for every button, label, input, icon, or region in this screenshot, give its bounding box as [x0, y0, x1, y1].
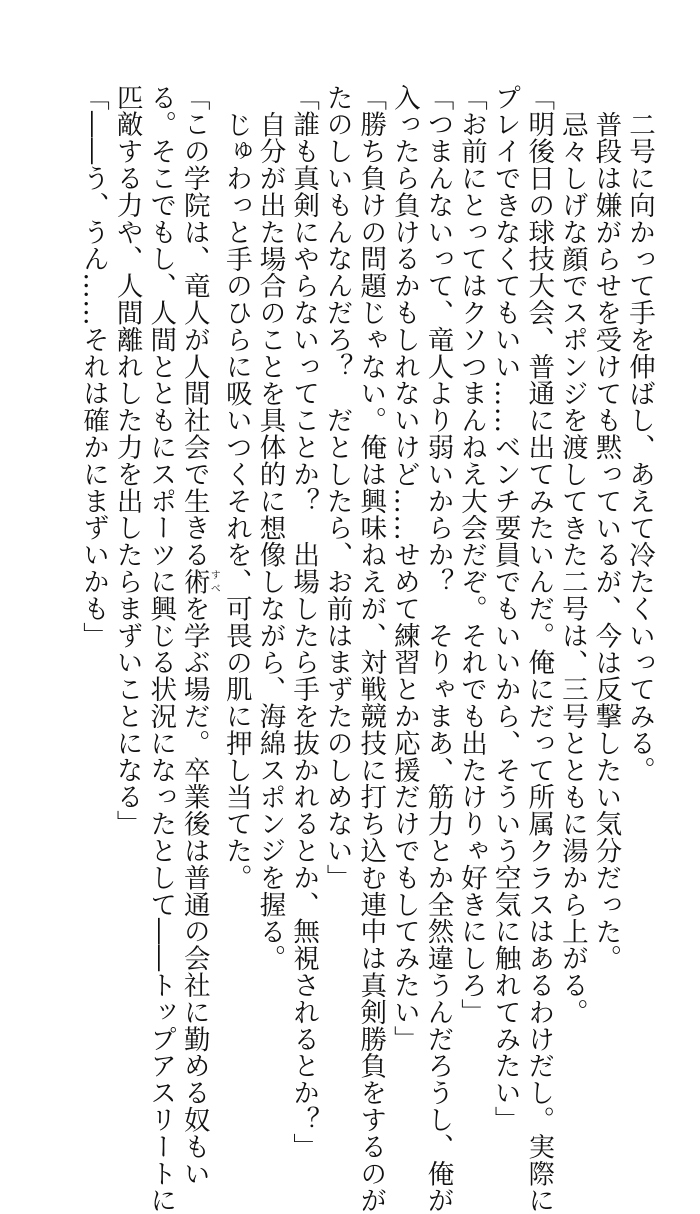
- text-line: 自分が出た場合のことを具体的に想像しながら、海綿スポンジを握る。: [254, 110, 286, 972]
- text-line: 二号に向かって手を伸ばし、あえて冷たくいってみる。: [624, 110, 655, 783]
- text-line: る。そこでもし、人間とともにスポーツに興じる状況になったとして――トップアスリートに: [145, 84, 177, 1214]
- text-line: 匹敵する力や、人間離れした力を出したらまずいことになる」: [111, 84, 143, 838]
- dialogue-line: 「勝ち負けの問題じゃない。俺は興味ねえが、対戦競技に打ち込む連中は真剣勝負をするのが: [355, 84, 387, 1214]
- dialogue-line: 「誰も真剣にやらないってことか？ 出場したら手を抜かれるとか、無視されるとか？」: [288, 84, 320, 1160]
- dialogue-line: 「――う、うん……それは確かにまずいかも」: [78, 84, 109, 649]
- text-line: 普段は嫌がらせを受けても黙っているが、今は反撃したい気分だった。: [590, 110, 622, 972]
- ruby-annotation: 術すべ: [178, 568, 220, 596]
- text-line: じゅわっと手のひらに吸いつくそれを、可畏の肌に押し当てた。: [220, 110, 252, 891]
- text-line: 忌々しげな顔でスポンジを渡してきた二号は、三号とともに湯から上がる。: [556, 110, 588, 1026]
- dialogue-line: 「明後日の球技大会、普通に出てみたいんだ。俺にだって所属クラスはあるわけだし。実際に: [523, 84, 555, 1214]
- text-line: 入ったら負けるかもしれないけど……せめて練習とか応援だけでもしてみたい」: [388, 84, 420, 1053]
- dialogue-line: 「つまんないって、竜人より弱いからか？ そりゃまあ、筋力とか全然違うんだろうし、俺が: [422, 84, 454, 1214]
- dialogue-line: 「お前にとってはクソつまんねえ大会だぞ。それでも出たけりゃ好きにしろ」: [456, 84, 488, 1026]
- ruby-reading: すべ: [208, 568, 220, 596]
- vertical-text-block: [36, 84, 656, 1214]
- dialogue-line-with-ruby: 「この学院は、竜人が人間社会で生きる術すべを学ぶ場だ。卒業後は普通の会社に勤める奴もい: [178, 84, 220, 1187]
- text-line: たのしいもんなんだろ？ だとしたら、お前はまずたのしめない」: [321, 84, 353, 891]
- text-line: プレイできなくてもいい……ベンチ要員でもいいから、そういう空気に触れてみたい」: [489, 84, 521, 1134]
